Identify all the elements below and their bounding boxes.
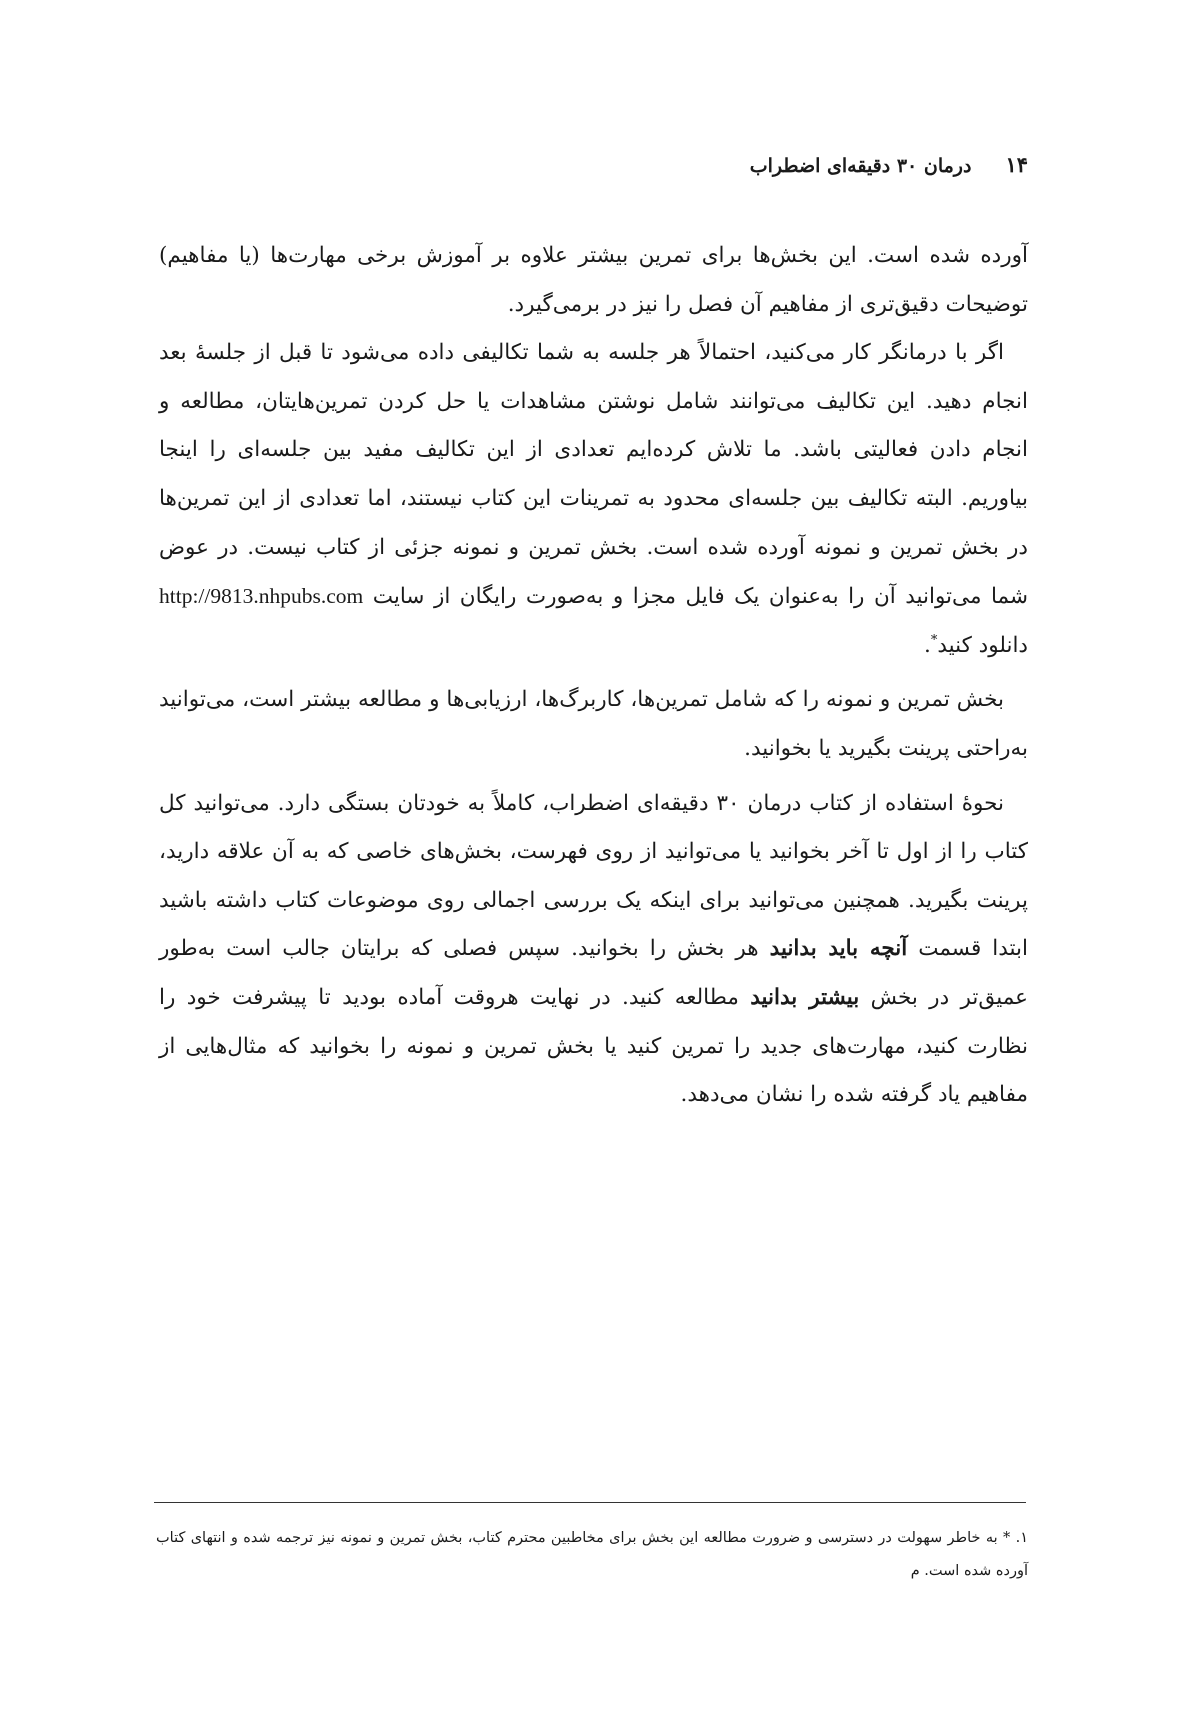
page-number: ۱۴ — [1005, 152, 1028, 177]
paragraph-4 — [159, 780, 1028, 1120]
footnote: ۱. * به خاطر سهولت در دسترسی و ضرورت مطالعه این بخش برای مخاطبین محترم کتاب، بخش تمرین و نمونه نیز ترجمه شده و انتهای کتاب آورده شده است. م — [156, 1530, 1028, 1579]
paragraph-3: بخش تمرین و نمونه را که شامل تمرین‌ها، کاربرگ‌ها، ارزیابی‌ها و مطالعه بیشتر است، می‌توانید به‌راحتی پرینت بگیرید یا بخوانید. — [159, 687, 1028, 761]
paragraph-4-part-3: مطالعه کنید. در نهایت هروقت آماده بودید تا پیشرفت خود را نظارت کنید، مهارت‌های جدید را تمرین کنید یا بخش تمرین و نمونه را بخوانید که مثال‌هایی از مفاهیم یاد گرفته شده را نشان می‌دهد. — [159, 984, 1028, 1108]
paragraph-2-text: اگر با درمانگر کار می‌کنید، احتمالاً هر جلسه به شما تکالیفی داده می‌شود تا قبل از جلسهٔ بعد انجام دهید. این تکالیف می‌توانند شامل نوشتن مشاهدات یا حل کردن تمرین‌هایتان، مطالعه و انجام دادن فعالیتی باشد. ما تلاش کرده‌ایم تعدادی از این تکالیف مفید بین جلسه‌ای را اینجا بیاوریم. البته تکالیف بین جلسه‌ای محدود به تمرینات این کتاب نیستند، اما تعدادی از این تمرین‌ها در بخش تمرین و نمونه آورده شده است. بخش تمرین و نمونه جزئی از کتاب نیست. در عوض شما می‌توانید آن را به‌عنوان یک فایل مجزا و به‌صورت رایگان از سایت — [159, 340, 1028, 610]
footnote-marker: * — [930, 632, 938, 648]
bold-know-more: بیشتر بدانید — [750, 984, 860, 1010]
paragraph-4-part-2: هر بخش را بخوانید. سپس فصلی که برایتان جالب است به‌طور عمیق‌تر در بخش — [159, 936, 1028, 1010]
book-title: درمان ۳۰ دقیقه‌ای اضطراب — [749, 155, 972, 177]
running-head — [750, 152, 1028, 177]
paragraph-2 — [159, 329, 1028, 670]
website-url: http://9813.nhpubs.com — [159, 584, 364, 609]
paragraph-2-end: . — [923, 632, 931, 658]
paragraph-2-download: دانلود کنید — [937, 632, 1028, 658]
body-text — [159, 232, 1028, 1120]
paragraph-4-part-1: نحوهٔ استفاده از کتاب درمان ۳۰ دقیقه‌ای اضطراب، کاملاً به خودتان بستگی دارد. می‌توانید کل کتاب را از اول تا آخر بخوانید یا می‌توانید از روی فهرست، بخش‌های خاصی که به آن علاقه دارید، پرینت بگیرید. همچنین می‌توانید برای اینکه یک بررسی اجمالی روی موضوعات کتاب داشته باشید ابتدا قسمت — [159, 790, 1028, 962]
bold-what-to-know: آنچه باید بدانید — [769, 936, 908, 962]
footnote-divider — [154, 1502, 1026, 1503]
paragraph-1: آورده شده است. این بخش‌ها برای تمرین بیشتر علاوه بر آموزش برخی مهارت‌ها (یا مفاهیم) توضیحات دقیق‌تری از مفاهیم آن فصل را نیز در برمی‌گیرد. — [159, 243, 1028, 317]
